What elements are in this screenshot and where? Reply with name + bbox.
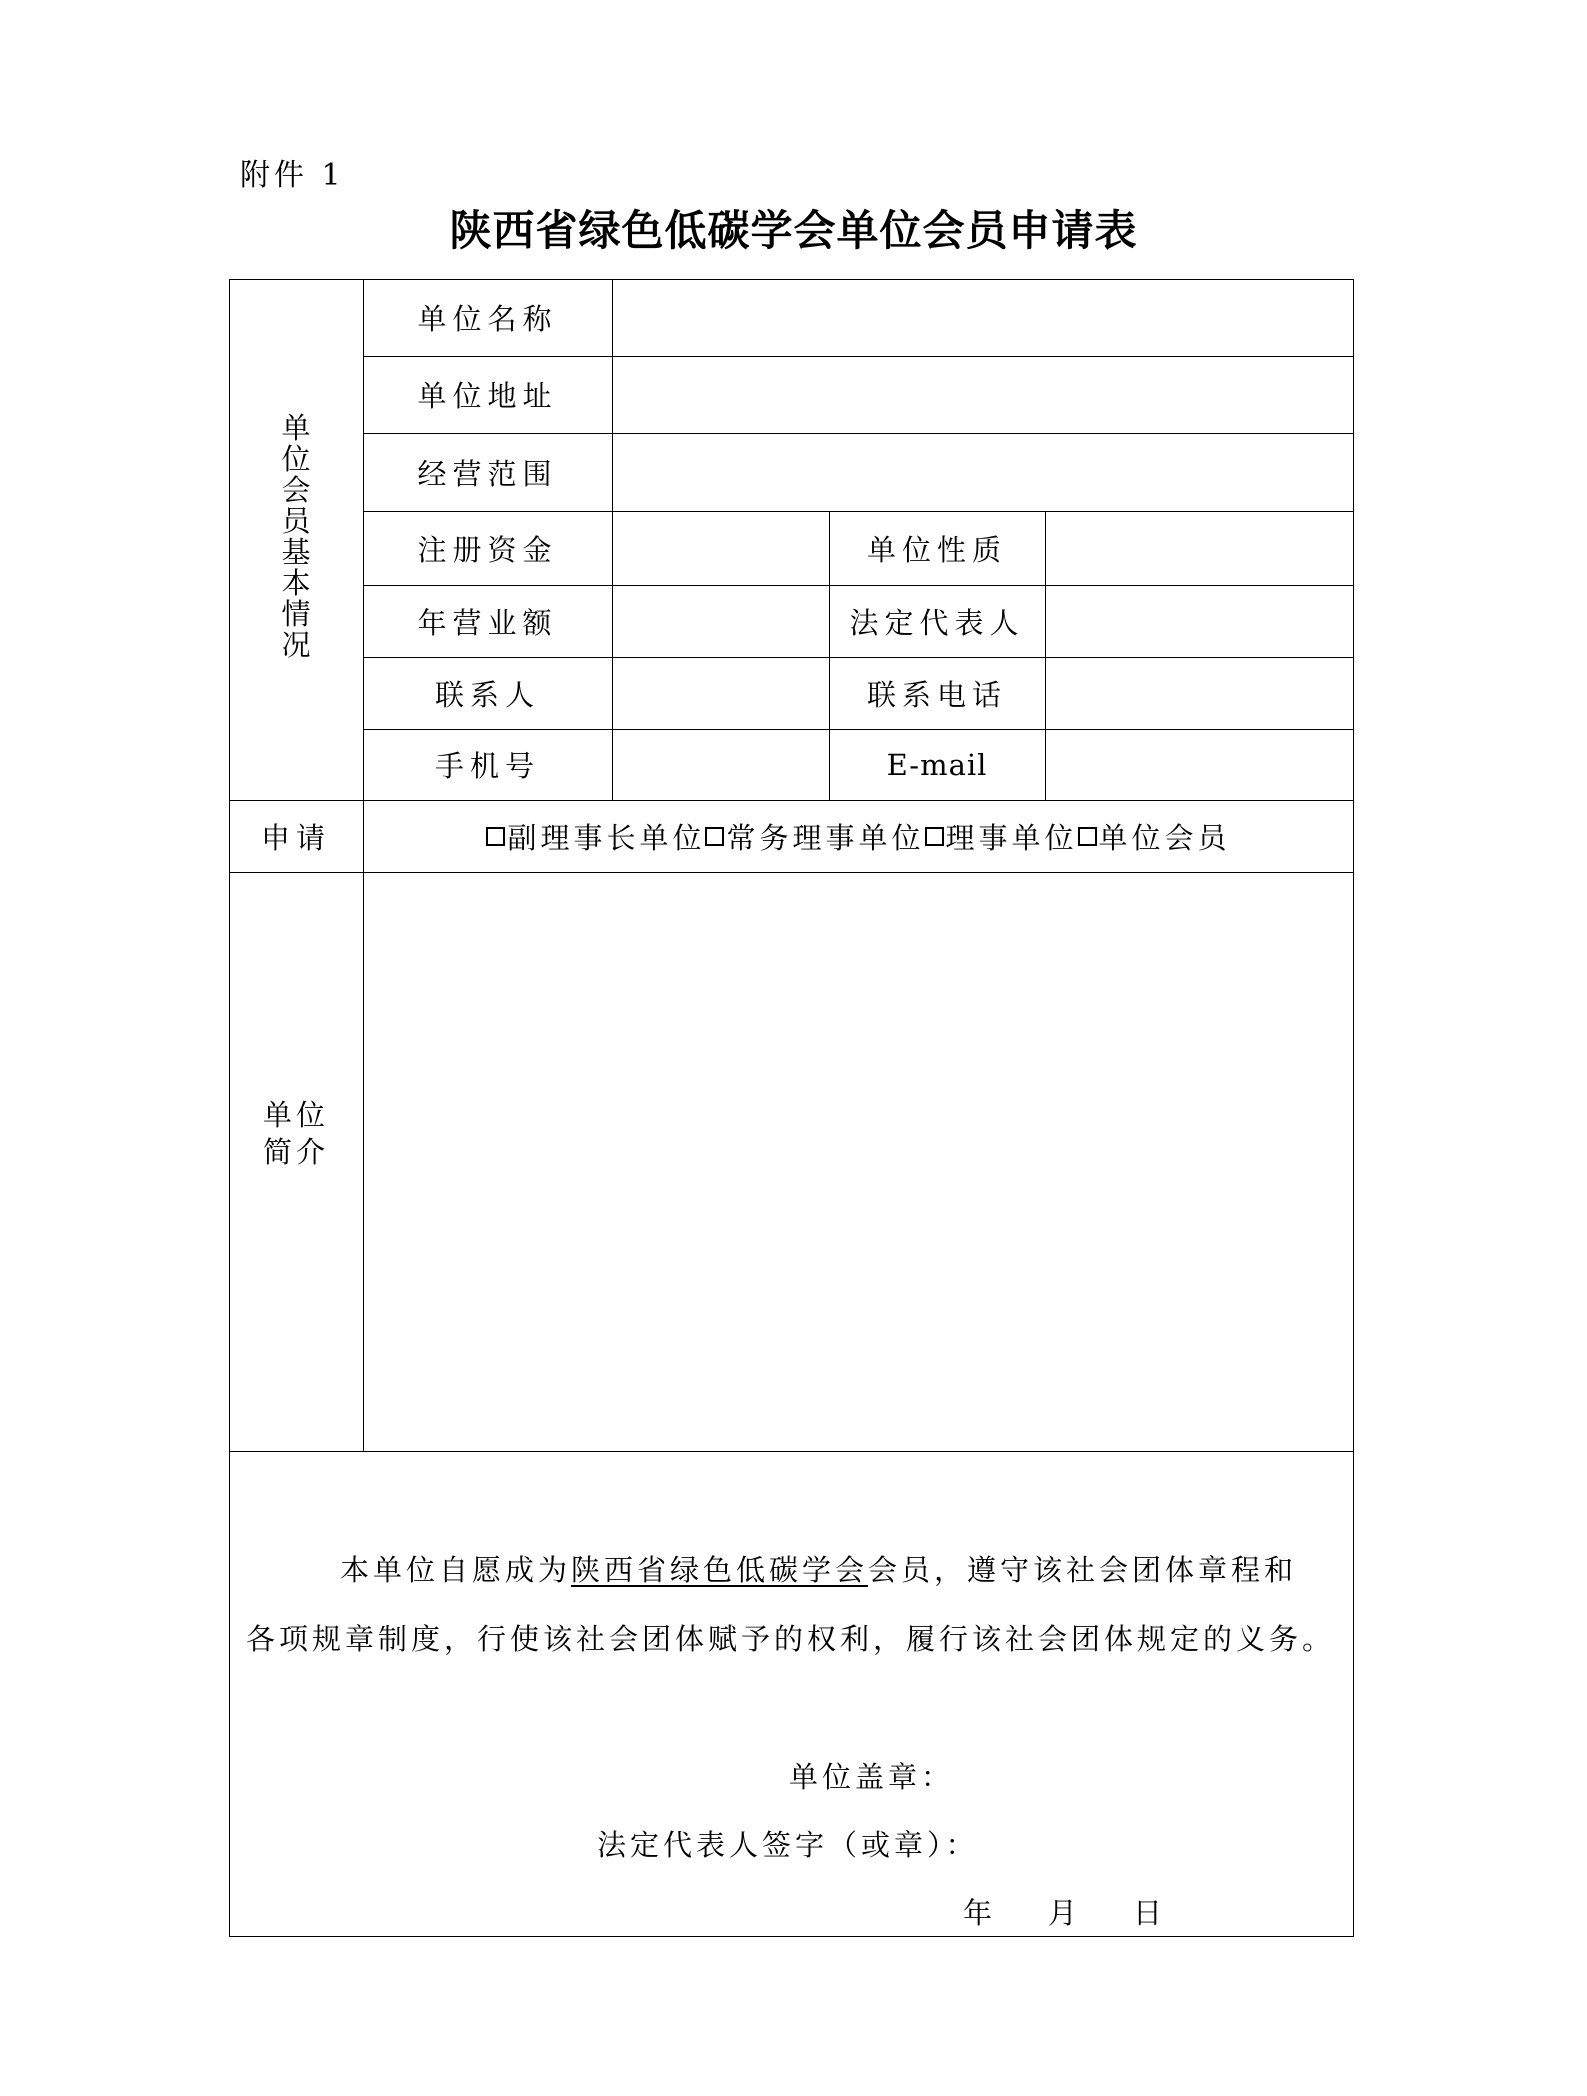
unit-name-label: 单位名称 — [417, 302, 558, 336]
section-label-char: 单 — [281, 411, 311, 445]
registered-capital-label: 注册资金 — [417, 532, 558, 567]
row-divider — [229, 1451, 1354, 1452]
date-month-label: 月 — [1048, 1896, 1082, 1930]
contact-phone-field[interactable] — [1045, 657, 1354, 729]
unit-nature-label: 单位性质 — [866, 532, 1007, 567]
date-line — [963, 1891, 1166, 1932]
declaration-org-name: 陕西省绿色低碳学会 — [571, 1553, 869, 1587]
section-label-char: 员 — [281, 504, 311, 538]
contact-person-field[interactable] — [612, 657, 829, 729]
table-border-bottom — [229, 1936, 1354, 1937]
unit-address-field[interactable] — [612, 356, 1354, 433]
declaration-line2: 各项规章制度，行使该社会团体赋予的权利，履行该社会团体规定的义务。 — [246, 1622, 1336, 1656]
signature-field[interactable] — [960, 1823, 1260, 1863]
option-vice-chairman-unit[interactable] — [486, 816, 705, 857]
date-year-label: 年 — [963, 1896, 997, 1930]
option-director-unit[interactable] — [925, 816, 1078, 857]
page-title: 陕西省绿色低碳学会单位会员申请表 — [449, 206, 1138, 255]
attachment-label: 附件 1 — [240, 158, 345, 193]
section-label-char: 位 — [281, 442, 311, 476]
business-scope-label: 经营范围 — [417, 456, 558, 491]
section-label-char: 情 — [281, 597, 311, 631]
annual-revenue-field[interactable] — [612, 585, 829, 657]
option-label: 单位会员 — [1098, 820, 1231, 855]
option-standing-director-unit[interactable] — [705, 816, 924, 857]
seal-label: 单位盖章： — [789, 1760, 955, 1794]
unit-name-field[interactable] — [612, 279, 1354, 356]
checkbox-icon[interactable] — [486, 827, 505, 846]
mobile-label: 手机号 — [434, 749, 540, 783]
business-scope-field[interactable] — [612, 433, 1354, 511]
unit-address-label: 单位地址 — [417, 379, 558, 413]
mobile-field[interactable] — [612, 729, 829, 800]
introduction-field[interactable] — [363, 872, 1354, 1451]
section-label-char: 况 — [281, 628, 311, 662]
annual-revenue-label: 年营业额 — [417, 605, 558, 640]
declaration-suffix: 会员，遵守该社会团体章程和 — [868, 1553, 1298, 1587]
application-options — [363, 800, 1354, 872]
section-label-char: 会 — [281, 473, 311, 507]
date-day-label: 日 — [1133, 1896, 1167, 1930]
checkbox-icon[interactable] — [705, 827, 724, 846]
contact-phone-label: 联系电话 — [866, 677, 1007, 712]
unit-nature-field[interactable] — [1045, 511, 1354, 585]
contact-person-label: 联系人 — [434, 677, 540, 712]
option-label: 副理事长单位 — [507, 820, 706, 855]
section-label-char: 基 — [281, 535, 311, 569]
checkbox-icon[interactable] — [925, 827, 944, 846]
email-label: E-mail — [886, 747, 988, 782]
legal-representative-label: 法定代表人 — [849, 605, 1025, 640]
basic-info-section-label — [229, 413, 363, 661]
registered-capital-field[interactable] — [612, 511, 829, 585]
application-label: 申请 — [260, 820, 331, 855]
option-label: 理事单位 — [945, 820, 1078, 855]
introduction-label — [229, 1097, 363, 1171]
option-unit-member[interactable] — [1078, 816, 1231, 857]
legal-representative-field[interactable] — [1045, 585, 1354, 657]
declaration-prefix: 本单位自愿成为 — [340, 1553, 572, 1587]
signature-label: 法定代表人签字（或章）： — [597, 1828, 979, 1862]
introduction-label-line1: 单位 — [262, 1098, 329, 1132]
email-field[interactable] — [1045, 729, 1354, 800]
option-label: 常务理事单位 — [726, 820, 925, 855]
introduction-label-line2: 简介 — [262, 1135, 329, 1169]
declaration-line1 — [340, 1548, 1297, 1589]
checkbox-icon[interactable] — [1078, 827, 1097, 846]
section-label-char: 本 — [281, 566, 311, 600]
